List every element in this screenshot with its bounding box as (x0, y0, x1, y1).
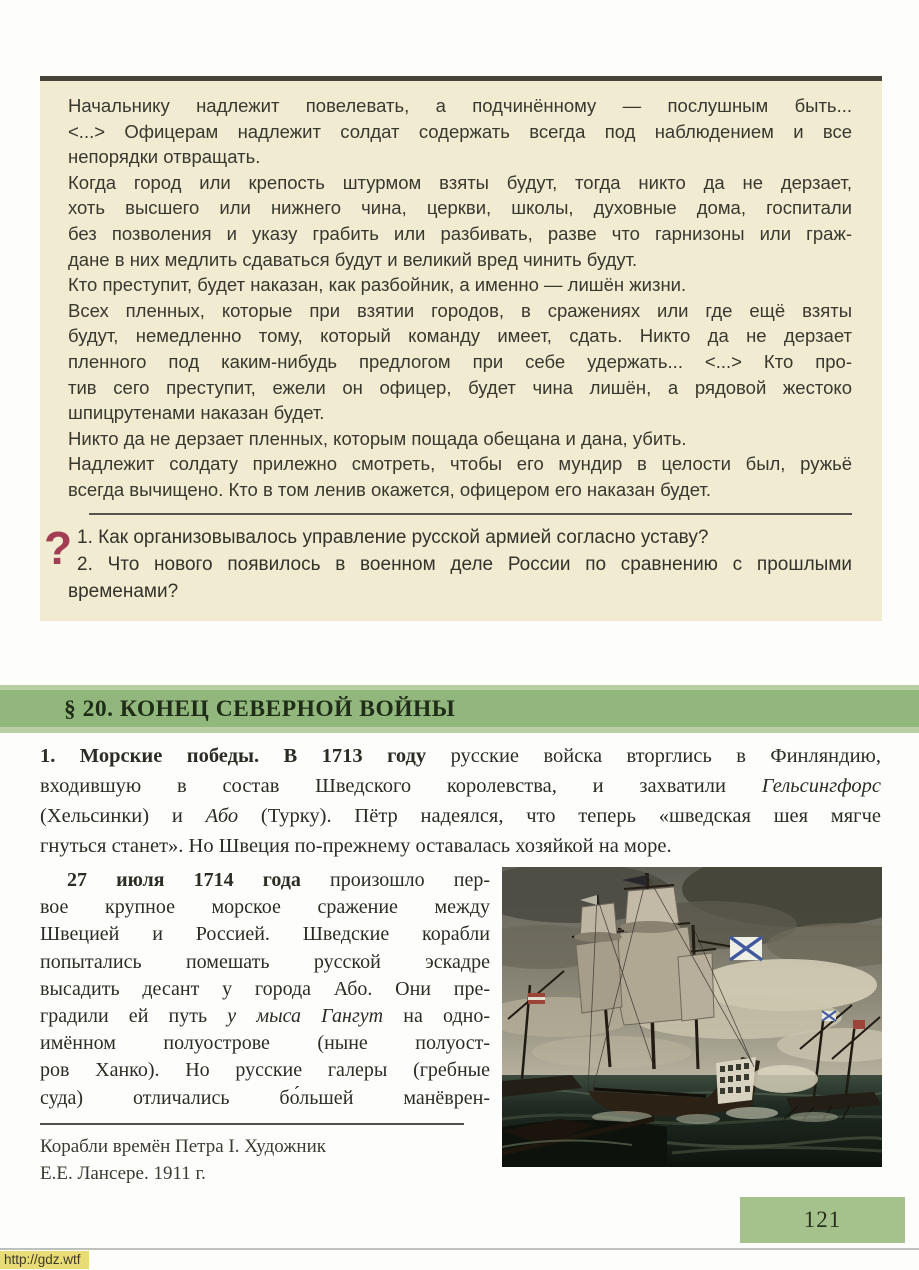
text-line: суда) отличались бо́льшей манёврен- (40, 1086, 490, 1109)
text-and-figure-row (40, 867, 882, 1187)
page-number-box (740, 1197, 905, 1243)
text-line: высадить десант у города Або. Они пре- (40, 977, 490, 1000)
text-line: имённом полуострове (ныне полуост- (40, 1032, 490, 1055)
text-line: хоть высшего или нижнего чина, церкви, школы, духовные дома, госпитали (68, 197, 852, 219)
text-line: 2. Что нового появилось в военном деле России по сравнению с прошлыми (77, 553, 852, 575)
figure-caption (40, 1133, 490, 1187)
text-line: Никто да не дерзает пленных, которым пощада обещана и дана, убить. (68, 427, 687, 449)
text-line: без позволения и указу грабить или разбивать, разве что гарнизоны или граж- (68, 222, 852, 244)
statute-text (68, 93, 852, 503)
text-line: градили ей путь у мыса Гангут на одно- (40, 1005, 490, 1028)
text-line: Кто преступит, будет наказан, как разбойник, а именно — лишён жизни. (68, 274, 687, 296)
text-line: 1. Морские победы. В 1713 году русские войска вторглись в Финляндию, (40, 745, 881, 767)
ships-painting-image (502, 867, 882, 1167)
section-title: § 20. КОНЕЦ СЕВЕРНОЙ ВОЙНЫ (64, 696, 456, 722)
text-line: непорядки отвращать. (68, 146, 261, 168)
text-line: шпицрутенами наказан будет. (68, 402, 325, 424)
text-line: Швецией и Россией. Шведские корабли (40, 923, 490, 946)
text-line: вое крупное морское сражение между (40, 896, 490, 919)
text-line: временами? (68, 580, 179, 602)
questions-block (44, 521, 852, 605)
text-line: (Хельсинки) и Або (Турку). Пётр надеялся, что теперь «шведская шея мягче (40, 805, 882, 827)
statute-excerpt-box (40, 76, 882, 621)
paragraph-gangut (40, 867, 490, 1112)
text-line: 27 июля 1714 года произошло пер- (67, 869, 490, 891)
caption-divider (40, 1123, 464, 1125)
text-line: ров Ханко). Но русские галеры (гребные (40, 1059, 490, 1082)
text-line: всегда вычищено. Кто в том ленив окажется, офицером его наказан будет. (68, 478, 711, 500)
text-line: дане в них медлить сдаваться будут и великий вред чинить будут. (68, 248, 638, 270)
scan-edge-line (0, 1248, 919, 1250)
watermark-url: http://gdz.wtf (0, 1251, 89, 1269)
caption-line: Корабли времён Петра I. Художник (40, 1135, 326, 1157)
text-line: тив сего преступит, ежели он офицер, будет чина лишён, а рядовой жестоко (68, 376, 852, 398)
text-line: <...> Офицерам надлежит солдат содержать всегда под наблюдением и все (68, 120, 852, 142)
text-line: 1. Как организовывалось управление русской армией согласно уставу? (77, 526, 709, 548)
left-column (40, 867, 490, 1187)
page-number: 121 (803, 1207, 842, 1232)
questions-divider (89, 513, 852, 515)
text-line: Всех пленных, которые при взятии городов, в сражениях или где ещё взяты (68, 299, 852, 321)
text-line: пленного под каким-нибудь предлогом при себе удержать... <...> Кто про- (68, 350, 852, 372)
questions-text (68, 524, 852, 605)
text-line: Когда город или крепость штурмом взяты будут, тогда никто да не дерзает, (68, 171, 852, 193)
text-line: гнуться станет». Но Швеция по-прежнему оставалась хозяйкой на море. (40, 835, 672, 857)
ships-painting (502, 867, 882, 1167)
text-line: будут, немедленно тому, который команду имеет, сдать. Никто да не дерзает (68, 325, 852, 347)
text-line: Начальнику надлежит повелевать, а подчинённому — послушным быть... (68, 95, 852, 116)
paragraph-naval-victories (40, 741, 881, 861)
text-line: попытались помешать русской эскадре (40, 950, 490, 973)
caption-line: Е.Е. Лансере. 1911 г. (40, 1162, 206, 1184)
question-mark-icon: ? (44, 521, 73, 574)
text-line: входившую в состав Шведского королевства, и захватили Гельсингфорс (40, 775, 881, 797)
section-header (0, 685, 919, 733)
text-line: Надлежит солдату прилежно смотреть, чтобы его мундир в целости был, ружьё (68, 453, 852, 475)
